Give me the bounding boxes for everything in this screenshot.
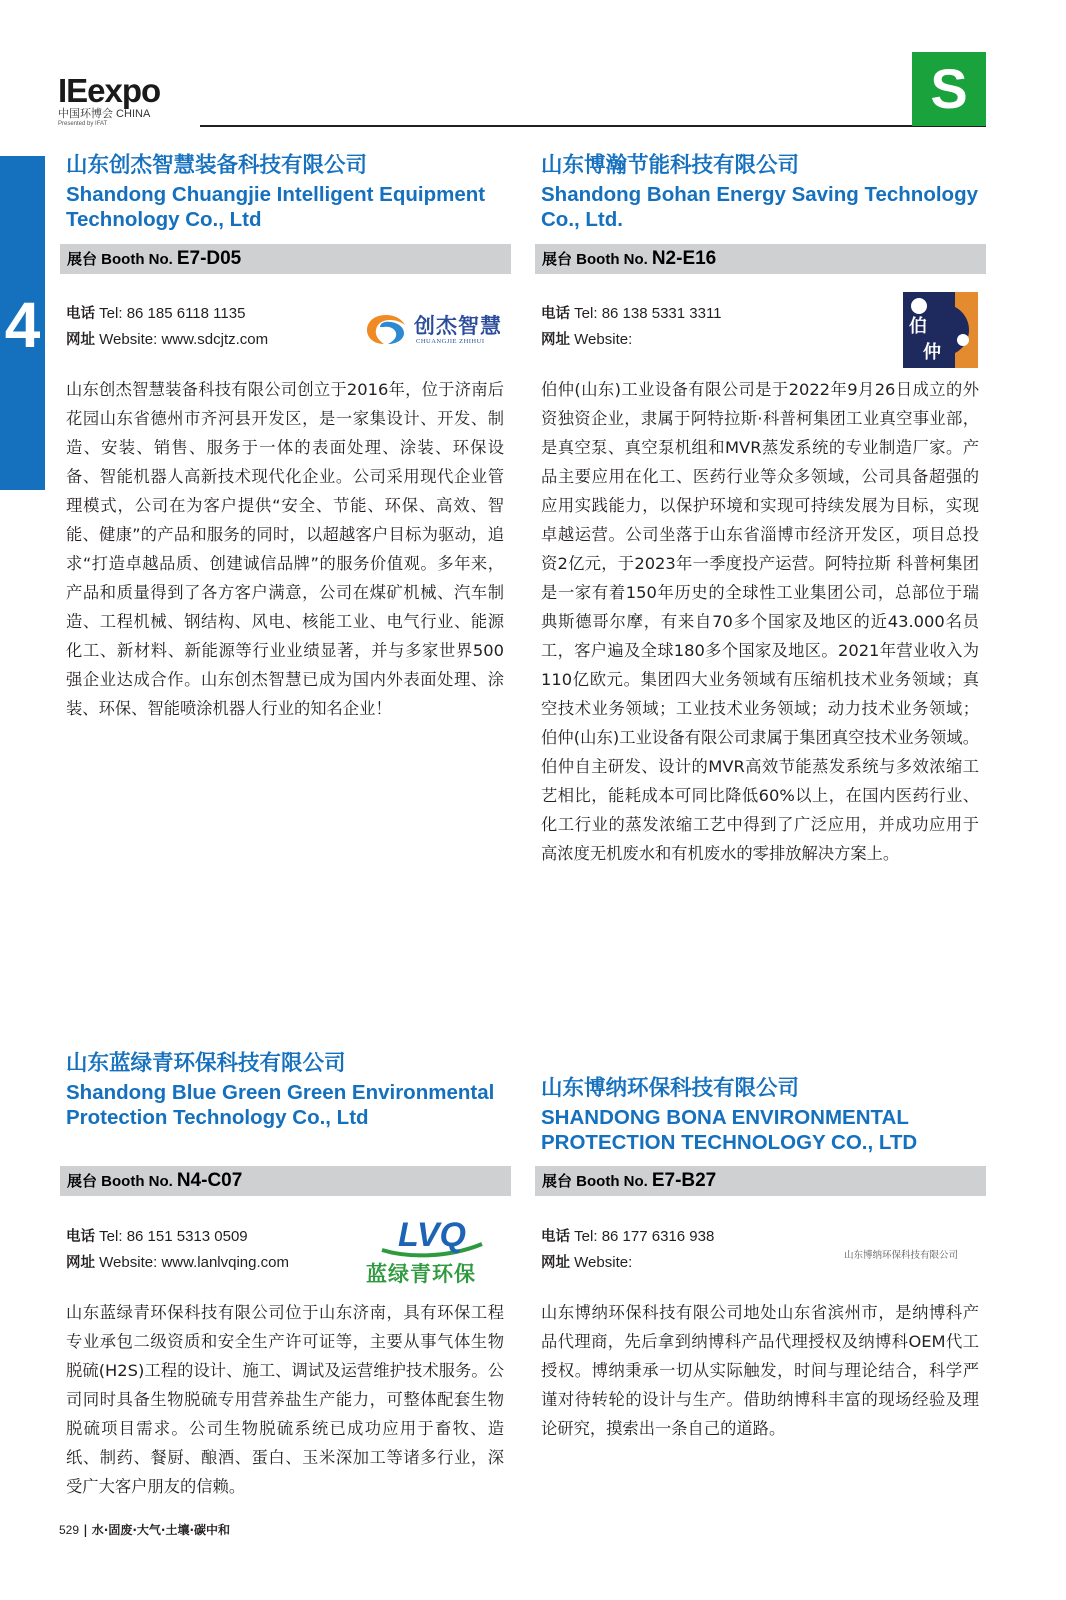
bona-logo-text: 山东博纳环保科技有限公司 (844, 1250, 959, 1261)
tel-value: 86 151 5313 0509 (126, 1228, 248, 1245)
page-number: 529 (59, 1523, 80, 1537)
company-description: 山东创杰智慧装备科技有限公司创立于2016年，位于济南后花园山东省德州市齐河县开发区，是一家集设计、开发、制造、安装、销售、服务于一体的表面处理、涂装、环保设备、智能机器人高新技术现代化企业。公司采用现代企业管理模式，公司在为客户提供“安全、节能、环保、高效、智能、健康”的产品和服务的同时，以超越客户目标为驱动，追求“打造卓越品质、创建诚信品牌”的服务价值观。多年来，产品和质量得到了各方客户满意，公司在煤矿机械、汽车制造、工程机械、钢结构、风电、核能工业、电气行业、能源化工、新材料、新能源等行业业绩显著，并与多家世界500强企业达成合作。山东创杰智慧已成为国内外表面处理、涂装、环保、智能喷涂机器人行业的知名企业！ (66, 380, 504, 718)
footer-section: 水·固废·大气·土壤·碳中和 (91, 1523, 231, 1537)
bozhong-logo-char2: 仲 (923, 342, 941, 363)
tel-line: 电话 Tel: 86 151 5313 0509 (66, 1228, 248, 1245)
company-lanlvqing-header (66, 1050, 511, 1130)
website-line: 网址 Website: (541, 331, 633, 348)
tel-line: 电话 Tel: 86 177 6316 938 (541, 1228, 715, 1245)
website-line: 网址 Website: www.sdcjtz.com (66, 331, 269, 348)
company-cn-name: 山东博瀚节能科技有限公司 (541, 153, 800, 178)
booth-bar (60, 1166, 511, 1196)
company-cn-name: 山东蓝绿青环保科技有限公司 (66, 1051, 346, 1076)
company-en-name: Shandong Chuangjie Intelligent Equipment Technology Co., Ltd (66, 183, 486, 231)
company-bohan-header (541, 152, 986, 232)
contact-block (66, 1224, 289, 1276)
tel-line: 电话 Tel: 86 138 5331 3311 (541, 305, 722, 322)
lvq-logo-cn-text: 蓝绿青环保 (366, 1262, 476, 1286)
bozhong-logo (903, 292, 978, 368)
booth-number: E7-D05 (176, 248, 242, 269)
company-en-name: Shandong Blue Green Green Environmental Protection Technology Co., Ltd (66, 1081, 495, 1129)
ieexpo-logo (58, 74, 170, 126)
ieexpo-logo-subtitle: 中国环博会 CHINA (58, 108, 151, 120)
website-link[interactable]: www.lanlvqing.com (161, 1254, 289, 1271)
bozhong-logo-char1: 伯 (909, 316, 927, 337)
company-description: 山东博纳环保科技有限公司地处山东省滨州市，是纳博科产品代理商，先后拿到纳博科产品代理授权及纳博科OEM代工授权。博纳秉承一切从实际触发，时间与理论结合，科学严谨对待转轮的设计与生产。借助纳博科丰富的现场经验及理论研究，摸索出一条自己的道路。 (541, 1303, 979, 1438)
company-chuangjie-header (66, 152, 511, 232)
section-letter-tab: S (912, 52, 986, 126)
contact-block (541, 1224, 714, 1276)
lanlvqing-logo (364, 1214, 500, 1286)
tel-value: 86 177 6316 938 (601, 1228, 715, 1245)
lvq-logo-text: LVQ (397, 1216, 467, 1254)
company-cn-name: 山东博纳环保科技有限公司 (541, 1076, 800, 1101)
booth-label: 展台 Booth No. (67, 1173, 173, 1190)
company-en-name: Shandong Bohan Energy Saving Technology Co., Ltd. (541, 183, 978, 231)
booth-label: 展台 Booth No. (67, 251, 173, 268)
website-link[interactable]: www.sdcjtz.com (161, 331, 269, 348)
website-line: 网址 Website: (541, 1254, 633, 1271)
ieexpo-logo-presented: Presented by IFAT (58, 121, 108, 127)
header-divider (200, 125, 986, 127)
booth-label: 展台 Booth No. (542, 251, 648, 268)
chuangjie-logo-mark-icon (366, 313, 406, 345)
side-chapter-number: 4 (4, 289, 41, 361)
booth-number: E7-B27 (651, 1170, 717, 1191)
booth-bar (535, 1166, 986, 1196)
contact-block (66, 301, 268, 353)
tel-line: 电话 Tel: 86 185 6118 1135 (66, 305, 246, 322)
booth-label: 展台 Booth No. (542, 1173, 648, 1190)
booth-bar (535, 244, 986, 274)
chuangjie-logo-text: 创杰智慧 (414, 314, 502, 338)
website-line: 网址 Website: www.lanlvqing.com (66, 1254, 289, 1271)
company-en-name: SHANDONG BONA ENVIRONMENTAL PROTECTION TECHNOLOGY CO., LTD (541, 1106, 918, 1154)
chuangjie-logo-sub: CHUANGJIE ZHIHUI (416, 338, 485, 345)
tel-value: 86 138 5331 3311 (601, 305, 722, 322)
booth-bar (60, 244, 511, 274)
company-description: 伯仲(山东)工业设备有限公司是于2022年9月26日成立的外资独资企业，隶属于阿特拉斯·科普柯集团工业真空事业部，是真空泵、真空泵机组和MVR蒸发系统的专业制造厂家。产品主要应用在化工、医药行业等众多领域，公司具备超强的应用实践能力，以保护环境和实现可持续发展为目标，实现卓越运营。公司坐落于山东省淄博市经济开发区，项目总投资2亿元，于2023年一季度投产运营。阿特拉斯 科普柯集团是一家有着150年历史的全球性工业集团公司，总部位于瑞典斯德哥尔摩，有来自70多个国家及地区的近43.000名员工，客户遍及全球180多个国家及地区。2021年营业收入为110亿欧元。集团四大业务领域有压缩机技术业务领域；真空技术业务领域；工业技术业务领域；动力技术业务领域；伯仲(山东)工业设备有限公司隶属于集团真空技术业务领域。伯仲自主研发、设计的MVR高效节能蒸发系统与多效浓缩工艺相比，能耗成本可同比降低60%以上，在国内医药行业、化工行业的蒸发浓缩工艺中得到了广泛应用，并成功应用于高浓度无机废水和有机废水的零排放解决方案上。 (541, 380, 979, 863)
booth-number: N4-C07 (176, 1170, 243, 1191)
company-description: 山东蓝绿青环保科技有限公司位于山东济南，具有环保工程专业承包二级资质和安全生产许可证等，主要从事气体生物脱硫(H2S)工程的设计、施工、调试及运营维护技术服务。公司同时具备生物脱硫专用营养盐生产能力，可整体配套生物脱硫项目需求。公司生物脱硫系统已成功应用于畜牧、造纸、制药、餐厨、酿酒、蛋白、玉米深加工等诸多行业，深受广大客户朋友的信赖。 (66, 1303, 504, 1496)
chuangjie-logo (366, 310, 502, 350)
company-cn-name: 山东创杰智慧装备科技有限公司 (66, 153, 368, 178)
ieexpo-logo-text: IEexpo (58, 72, 161, 109)
contact-block (541, 301, 722, 353)
lvq-logo-mark-icon (378, 1214, 486, 1258)
tel-value: 86 185 6118 1135 (126, 305, 246, 322)
company-bona-header (541, 1075, 986, 1155)
page-footer: 529 | 水·固废·大气·土壤·碳中和 (59, 1523, 231, 1537)
booth-number: N2-E16 (651, 248, 717, 269)
